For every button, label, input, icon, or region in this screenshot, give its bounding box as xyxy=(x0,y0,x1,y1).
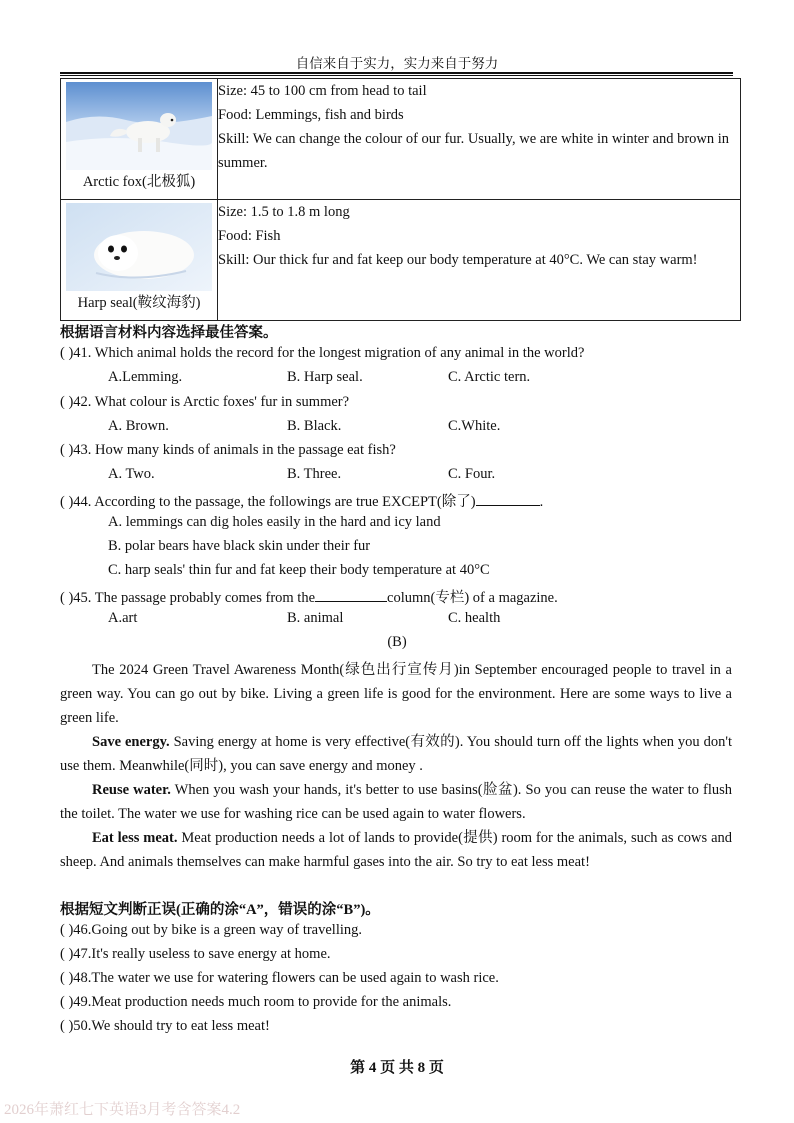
question-stem xyxy=(60,490,543,511)
answer-option: B. Three. xyxy=(287,466,342,482)
paragraph-heading: Save energy. xyxy=(92,734,170,750)
question-stem: ( )41. Which animal holds the record for the longest migration of any animal in the world? xyxy=(60,345,585,361)
answer-option: B. Black. xyxy=(287,418,342,434)
table-row xyxy=(61,79,741,200)
answer-option: A.art xyxy=(108,610,138,626)
animal-caption: Arctic fox(北极狐) xyxy=(82,174,196,190)
section-b-title: (B) xyxy=(387,634,407,650)
passage-paragraph xyxy=(60,730,732,778)
harp-seal-photo xyxy=(66,203,212,291)
answer-option: C.White. xyxy=(448,418,501,434)
true-false-statement: ( )48.The water we use for watering flowers can be used again to wash rice. xyxy=(60,970,499,986)
paragraph-heading: Eat less meat. xyxy=(92,830,178,846)
animal-image-cell xyxy=(61,200,218,321)
question-text: ( )44. According to the passage, the followings are true EXCEPT(除了) xyxy=(60,494,476,510)
header-rule xyxy=(60,72,733,74)
answer-option: C. harp seals' thin fur and fat keep their body temperature at 40°C xyxy=(108,562,490,578)
passage-paragraph xyxy=(60,778,732,826)
arctic-fox-photo xyxy=(66,82,212,170)
answer-option: A. Brown. xyxy=(108,418,169,434)
header-rule-thin xyxy=(60,75,733,76)
animal-info-cell xyxy=(218,79,741,200)
animal-food: Food: Lemmings, fish and birds xyxy=(218,107,404,123)
answer-option: A. lemmings can dig holes easily in the hard and icy land xyxy=(108,514,441,530)
answer-option: B. animal xyxy=(287,610,344,626)
watermark: 2026年萧红七下英语3月考含答案4.2 xyxy=(4,1102,241,1118)
question-stem: ( )42. What colour is Arctic foxes' fur in summer? xyxy=(60,394,350,410)
paragraph-body: Saving energy at home is very effective(有效的). You should turn off the lights when you don't use them. Meanwhile(同时), you can save energy and money . xyxy=(60,734,732,774)
animal-caption: Harp seal(鞍纹海豹) xyxy=(77,295,201,311)
animal-image-cell xyxy=(61,79,218,200)
animal-food: Food: Fish xyxy=(218,228,281,244)
answer-option: B. polar bears have black skin under their fur xyxy=(108,538,371,554)
answer-option: A.Lemming. xyxy=(108,369,183,385)
paragraph-heading: Reuse water. xyxy=(92,782,171,798)
answer-blank[interactable] xyxy=(315,587,387,602)
animal-size: Size: 45 to 100 cm from head to tail xyxy=(218,83,427,99)
true-false-statement: ( )47.It's really useless to save energy at home. xyxy=(60,946,331,962)
answer-option: C. health xyxy=(448,610,501,626)
animal-info-cell xyxy=(218,200,741,321)
paragraph-body: When you wash your hands, it's better to use basins(脸盆). So you can reuse the water to flush the toilet. The water we use for washing rice can be used again to water flowers. xyxy=(60,782,733,822)
animal-skill: Skill: Our thick fur and fat keep our body temperature at 40°C. We can stay warm! xyxy=(218,252,698,268)
paragraph-body: Meat production needs a lot of lands to provide(提供) room for the animals, such as cows and sheep. And animals themselves can make harmful gases into the air. So try to eat less meat! xyxy=(60,830,732,870)
page-number: 第 4 页 共 8 页 xyxy=(350,1060,444,1076)
animal-table xyxy=(60,78,741,321)
true-false-statement: ( )49.Meat production needs much room to provide for the animals. xyxy=(60,994,452,1010)
question-text: ( )45. The passage probably comes from the xyxy=(60,590,316,606)
section-b-instruction: 根据短文判断正误(正确的涂“A”，错误的涂“B”)。 xyxy=(60,902,380,918)
passage-paragraph xyxy=(60,826,732,874)
question-text-end: . xyxy=(539,494,544,510)
answer-option: C. Arctic tern. xyxy=(448,369,531,385)
answer-blank[interactable] xyxy=(476,491,540,506)
question-text-end: column(专栏) of a magazine. xyxy=(387,590,558,606)
answer-option: C. Four. xyxy=(448,466,496,482)
question-stem xyxy=(60,586,558,607)
answer-option: A. Two. xyxy=(108,466,155,482)
true-false-statement: ( )50.We should try to eat less meat! xyxy=(60,1018,270,1034)
animal-skill: Skill: We can change the colour of our fur. Usually, we are white in winter and brown in summer. xyxy=(218,131,730,171)
page-header: 自信来自于实力，实力来自于努力 xyxy=(295,56,499,71)
answer-option: B. Harp seal. xyxy=(287,369,363,385)
table-row xyxy=(61,200,741,321)
passage-intro: The 2024 Green Travel Awareness Month(绿色出行宣传月)in September encouraged people to travel in a green way. You can go out by bike. Living a green life is good for the environment. Here are some ways to live a green life. xyxy=(60,662,732,726)
question-stem: ( )43. How many kinds of animals in the passage eat fish? xyxy=(60,442,396,458)
animal-size: Size: 1.5 to 1.8 m long xyxy=(218,204,350,220)
true-false-statement: ( )46.Going out by bike is a green way of travelling. xyxy=(60,922,363,938)
section-a-instruction: 根据语言材料内容选择最佳答案。 xyxy=(60,325,278,341)
